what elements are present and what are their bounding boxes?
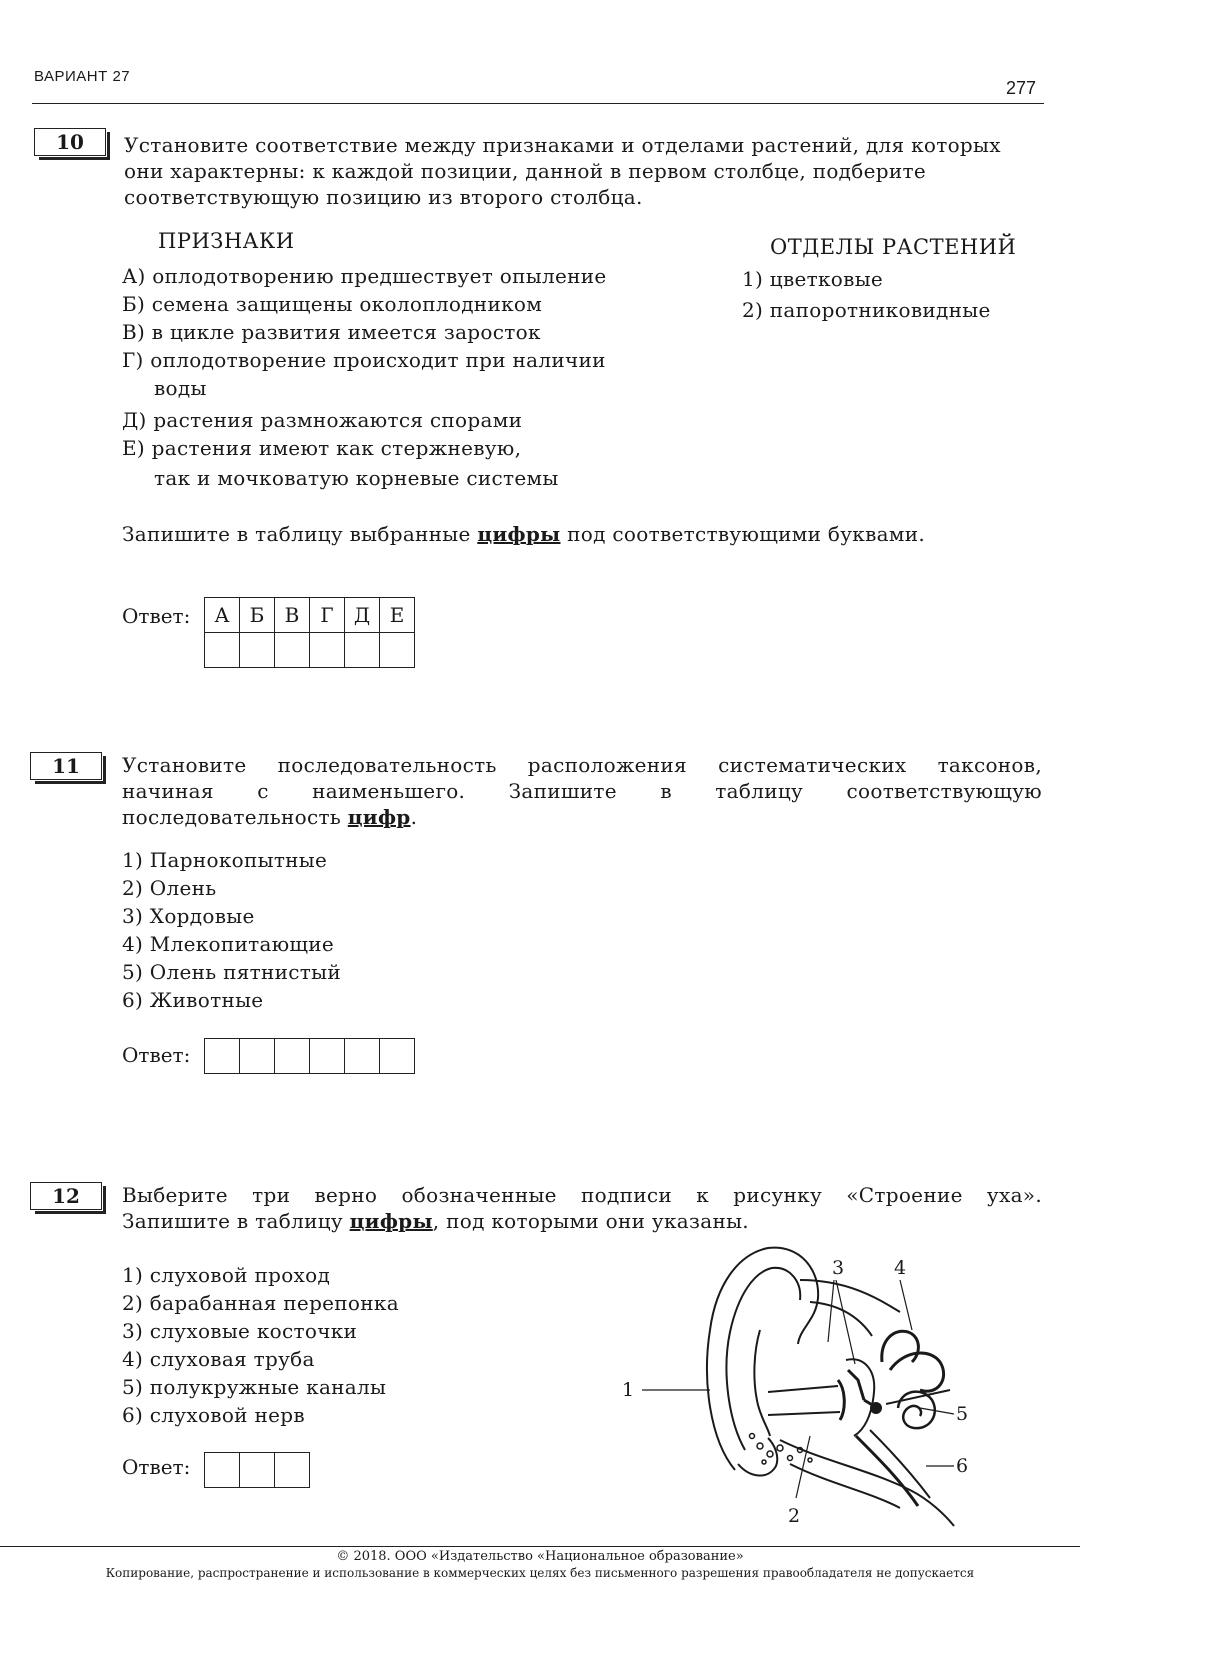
answer-input-cell[interactable] [240, 1453, 275, 1488]
feature-item: Е) растения имеют как стержневую, [122, 436, 522, 460]
answer-input-cell[interactable] [310, 633, 345, 668]
q12-option: 4) слуховая труба [122, 1347, 315, 1371]
q11-answer-label: Ответ: [122, 1043, 191, 1067]
answer-letter-cell: Б [240, 598, 275, 633]
answer-input-cell[interactable] [240, 1039, 275, 1074]
q10-features-list [122, 262, 607, 492]
figure-label-5: 5 [956, 1403, 969, 1425]
q11-prompt-line: Установите последовательность расположения систематических таксонов, [122, 753, 1042, 777]
q12-options-list [122, 1261, 399, 1429]
page-number: 277 [1006, 78, 1037, 98]
answer-letter-cell: А [205, 598, 240, 633]
question-number-10: 10 [34, 128, 106, 156]
q10-instruction-emphasis: цифры [477, 522, 561, 546]
figure-label-6: 6 [956, 1455, 969, 1477]
q10-prompt-line: соответствующую позицию из второго столбца. [124, 185, 643, 209]
figure-label-4: 4 [894, 1257, 907, 1279]
q12-prompt [122, 1182, 1042, 1234]
feature-item: А) оплодотворению предшествует опыление [122, 264, 607, 288]
division-item: 1) цветковые [742, 267, 884, 291]
q12-option: 1) слуховой проход [122, 1263, 331, 1287]
answer-input-cell[interactable] [380, 1039, 415, 1074]
q11-prompt-line: начиная с наименьшего. Запишите в таблицу соответствующую [122, 779, 1042, 803]
answer-input-cell[interactable] [275, 1453, 310, 1488]
answer-input-cell[interactable] [205, 1039, 240, 1074]
q12-option: 5) полукружные каналы [122, 1375, 387, 1399]
feature-item: Д) растения размножаются спорами [122, 408, 523, 432]
answer-input-cell[interactable] [275, 633, 310, 668]
answer-letter-cell: Д [345, 598, 380, 633]
q11-options-list [122, 846, 341, 1014]
figure-label-1: 1 [622, 1379, 635, 1401]
q12-option: 2) барабанная перепонка [122, 1291, 399, 1315]
answer-input-cell[interactable] [380, 633, 415, 668]
q11-answer-table [204, 1038, 415, 1074]
q10-prompt-line: Установите соответствие между признаками и отделами растений, для которых [124, 133, 1001, 157]
answer-input-cell[interactable] [275, 1039, 310, 1074]
answer-input-cell[interactable] [345, 633, 380, 668]
variant-label: ВАРИАНТ 27 [34, 68, 131, 85]
q12-prompt-line: Выберите три верно обозначенные подписи к рисунку «Строение уха». [122, 1183, 1042, 1207]
answer-input-cell[interactable] [310, 1039, 345, 1074]
q11-option: 1) Парнокопытные [122, 848, 328, 872]
q10-answer-label: Ответ: [122, 604, 191, 628]
q12-prompt-line: Запишите в таблицу цифры, под которыми они указаны. [122, 1209, 749, 1233]
division-item: 2) папоротниковидные [742, 298, 991, 322]
answer-input-row [205, 633, 415, 668]
answer-letter-cell: Е [380, 598, 415, 633]
footer-rule [0, 1546, 1080, 1547]
q10-instruction: Запишите в таблицу выбранные цифры под соответствующими буквами. [122, 522, 926, 546]
feature-item-continuation: воды [154, 376, 207, 400]
q10-answer-table [204, 597, 415, 668]
q10-divisions-list [742, 264, 991, 326]
q11-prompt-line: последовательность цифр. [122, 805, 418, 829]
q10-divisions-heading: ОТДЕЛЫ РАСТЕНИЙ [770, 235, 1017, 259]
feature-item: В) в цикле развития имеется заросток [122, 320, 541, 344]
q11-option: 2) Олень [122, 876, 217, 900]
q11-prompt-emphasis: цифр [347, 805, 411, 829]
figure-label-3: 3 [832, 1257, 845, 1279]
q11-option: 5) Олень пятнистый [122, 960, 341, 984]
q12-answer-label: Ответ: [122, 1455, 191, 1479]
feature-item: Б) семена защищены околоплодником [122, 292, 543, 316]
answer-input-row [205, 1039, 415, 1074]
answer-letter-cell: Г [310, 598, 345, 633]
answer-letters-row [205, 598, 415, 633]
q11-option: 6) Животные [122, 988, 264, 1012]
answer-input-row [205, 1453, 310, 1488]
q12-answer-table [204, 1452, 310, 1488]
q11-prompt [122, 752, 1042, 830]
footer-copyright: © 2018. ООО «Издательство «Национальное образование» [336, 1549, 744, 1564]
footer-notice: Копирование, распространение и использование в коммерческих целях без письменного разрешения правообладателя не допускается [105, 1566, 975, 1580]
feature-item: Г) оплодотворение происходит при наличии [122, 348, 606, 372]
answer-input-cell[interactable] [345, 1039, 380, 1074]
feature-item-continuation: так и мочковатую корневые системы [154, 466, 559, 490]
answer-letter-cell: В [275, 598, 310, 633]
answer-input-cell[interactable] [240, 633, 275, 668]
ear-structure-figure [622, 1240, 1020, 1530]
q12-prompt-emphasis: цифры [349, 1209, 433, 1233]
header-rule [32, 103, 1044, 104]
q10-prompt [124, 132, 1042, 210]
q12-option: 3) слуховые косточки [122, 1319, 358, 1343]
answer-input-cell[interactable] [205, 633, 240, 668]
figure-label-2: 2 [788, 1505, 801, 1527]
answer-input-cell[interactable] [205, 1453, 240, 1488]
q10-prompt-line: они характерны: к каждой позиции, данной в первом столбце, подберите [124, 159, 926, 183]
q11-option: 4) Млекопитающие [122, 932, 335, 956]
q11-option: 3) Хордовые [122, 904, 255, 928]
question-number-11: 11 [30, 752, 102, 780]
q10-features-heading: ПРИЗНАКИ [158, 229, 295, 253]
q12-option: 6) слуховой нерв [122, 1403, 305, 1427]
question-number-12: 12 [30, 1182, 102, 1210]
